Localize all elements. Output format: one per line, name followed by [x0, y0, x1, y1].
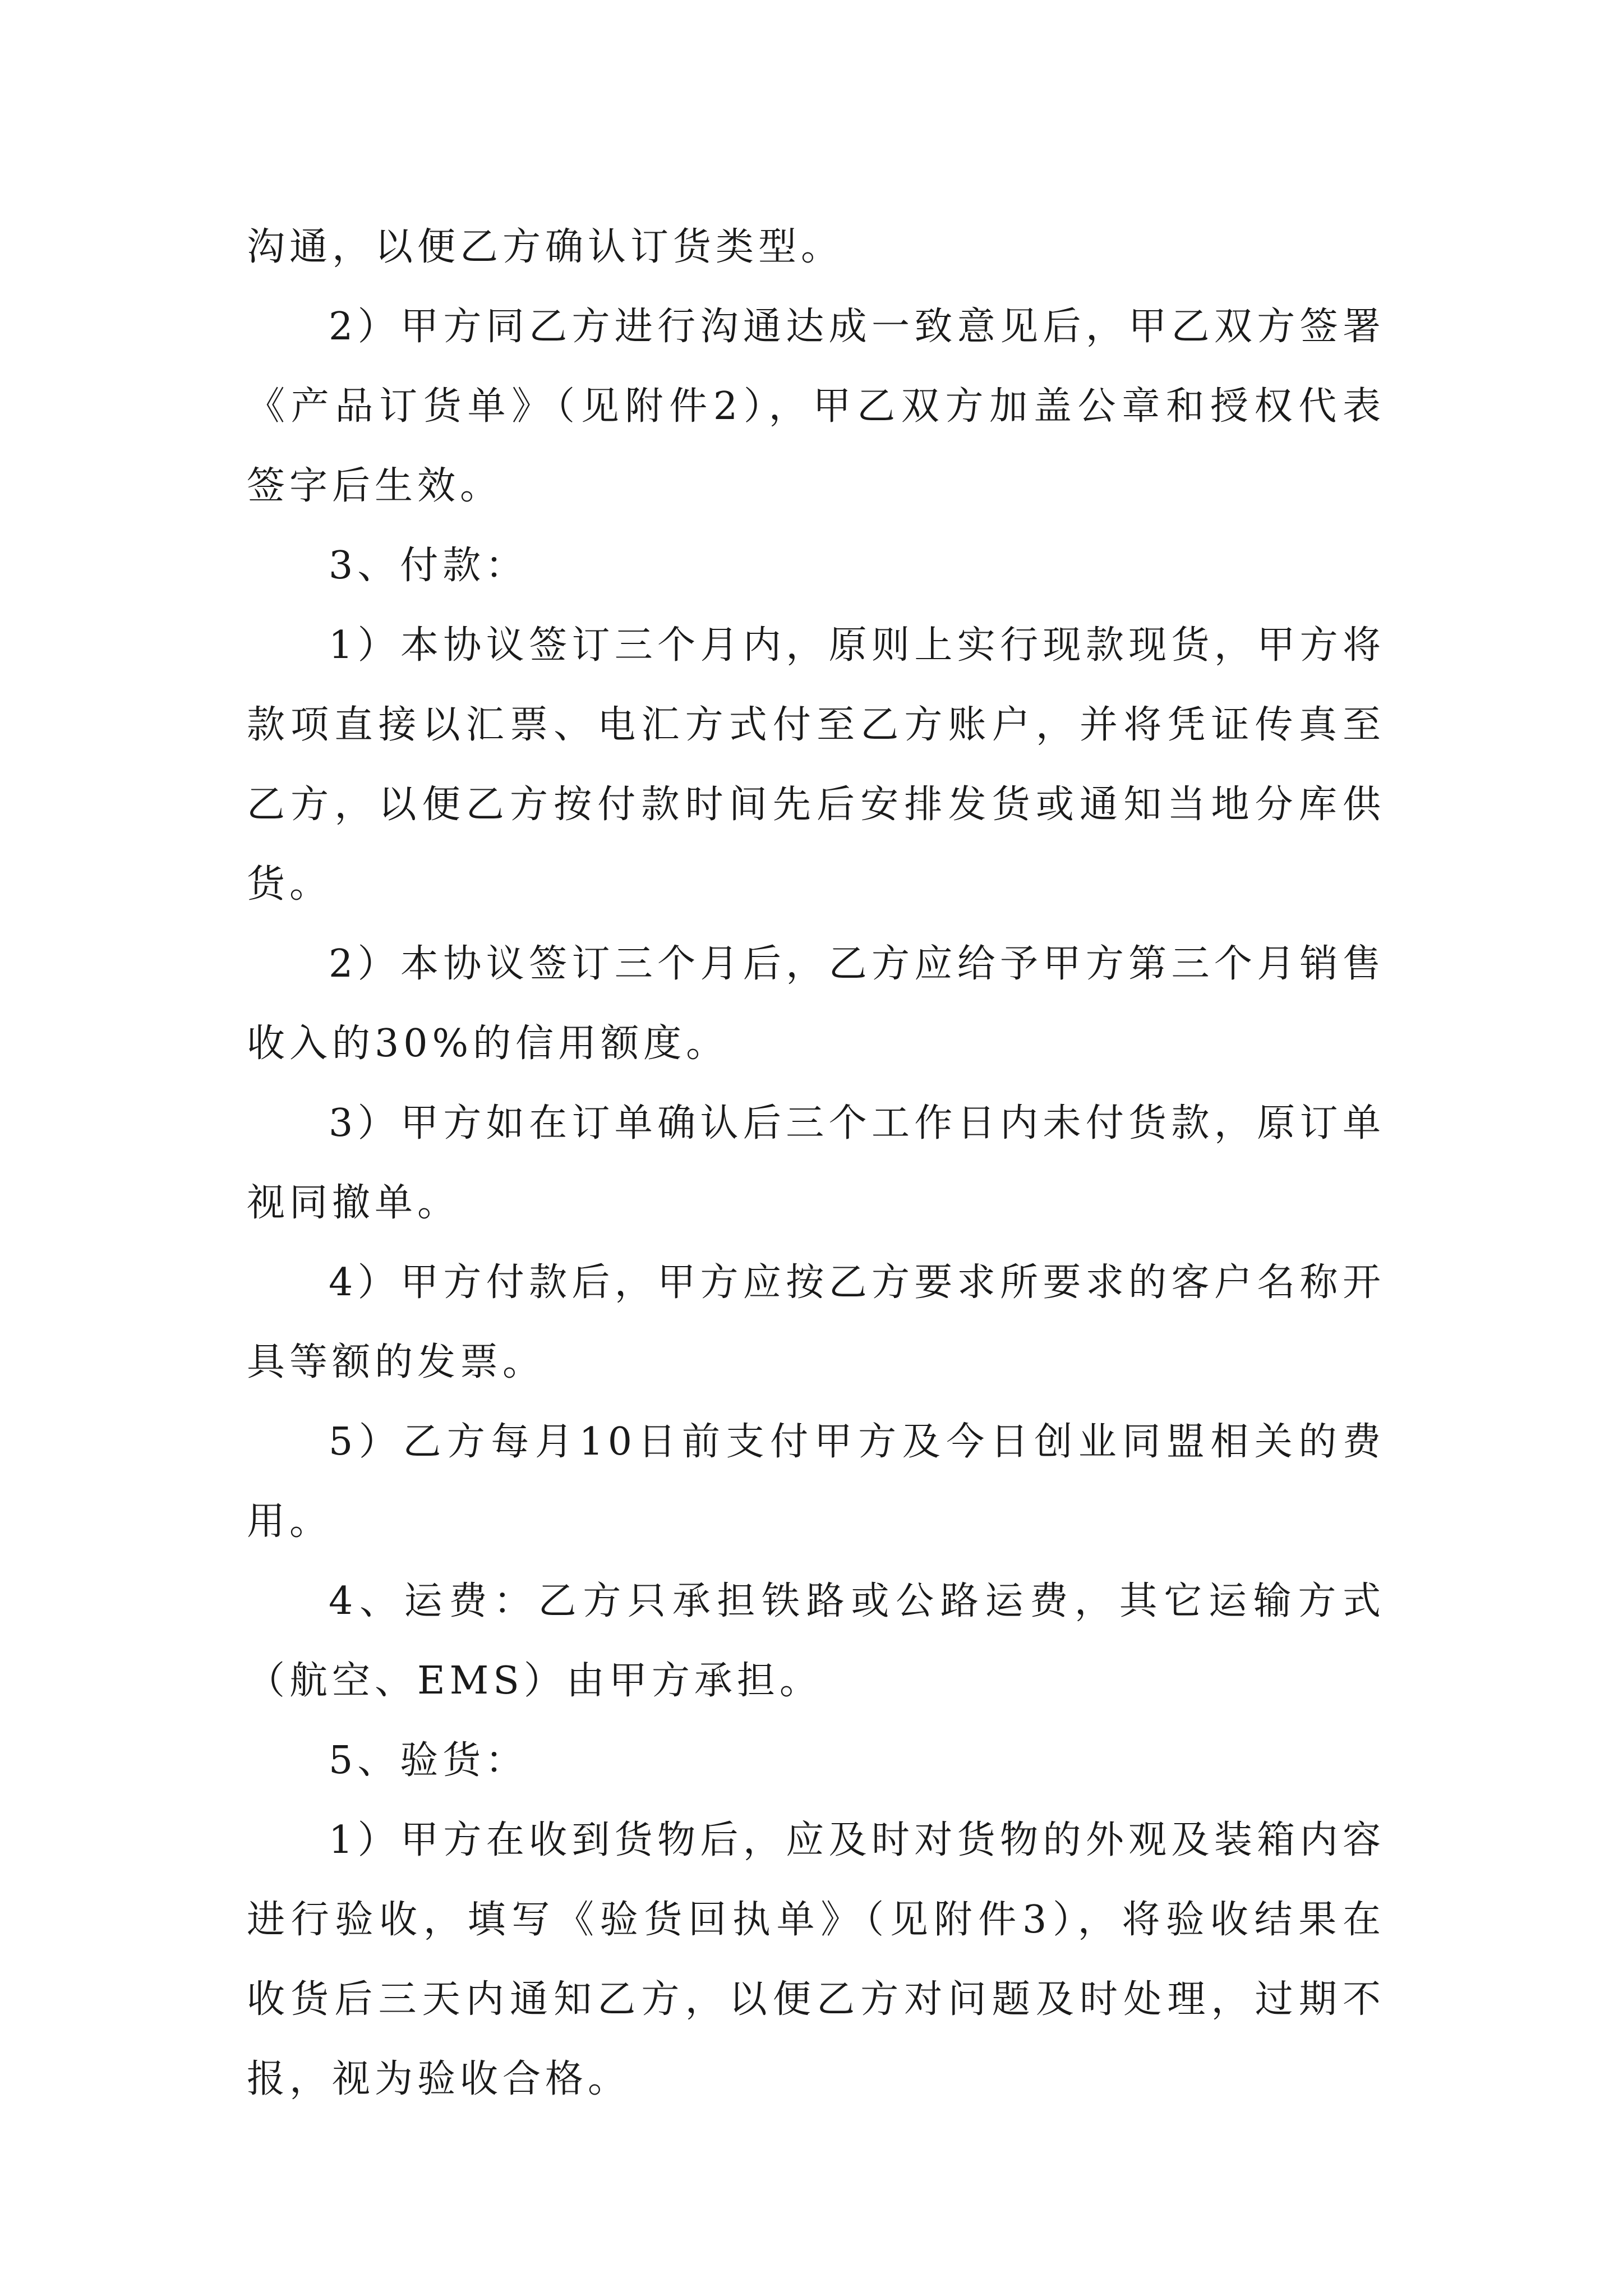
- paragraph-10: 5、验货：: [329, 1738, 528, 1783]
- paragraph-3: 3、付款：: [329, 544, 528, 588]
- paragraph-1: 沟通，以便乙方确认订货类型。: [247, 225, 844, 269]
- paragraph-11: 1）甲方在收到货物后，应及时对货物的外观及装箱内容进行验收，填写《验货回执单》（见附件3），将验收结果在收货后三天内通知乙方，以便乙方对问题及时处理，过期不报，视为验收合格。: [247, 1818, 1385, 2101]
- paragraph-2: 2）甲方同乙方进行沟通达成一致意见后，甲乙双方签署《产品订货单》（见附件2），甲乙双方加盖公章和授权代表签字后生效。: [247, 305, 1385, 508]
- paragraph-6: 3）甲方如在订单确认后三个工作日内未付货款，原订单视同撤单。: [247, 1101, 1385, 1225]
- document-body: [247, 208, 1385, 2119]
- paragraph-8: 5）乙方每月10日前支付甲方及今日创业同盟相关的费用。: [247, 1420, 1385, 1544]
- paragraph-5: 2）本协议签订三个月后，乙方应给予甲方第三个月销售收入的30%的信用额度。: [247, 942, 1385, 1066]
- paragraph-9: 4、运费：乙方只承担铁路或公路运费，其它运输方式（航空、EMS）由甲方承担。: [247, 1579, 1385, 1703]
- paragraph-7: 4）甲方付款后，甲方应按乙方要求所要求的客户名称开具等额的发票。: [247, 1260, 1385, 1384]
- paragraph-4: 1）本协议签订三个月内，原则上实行现款现货，甲方将款项直接以汇票、电汇方式付至乙方账户，并将凭证传真至乙方，以便乙方按付款时间先后安排发货或通知当地分库供货。: [247, 623, 1385, 907]
